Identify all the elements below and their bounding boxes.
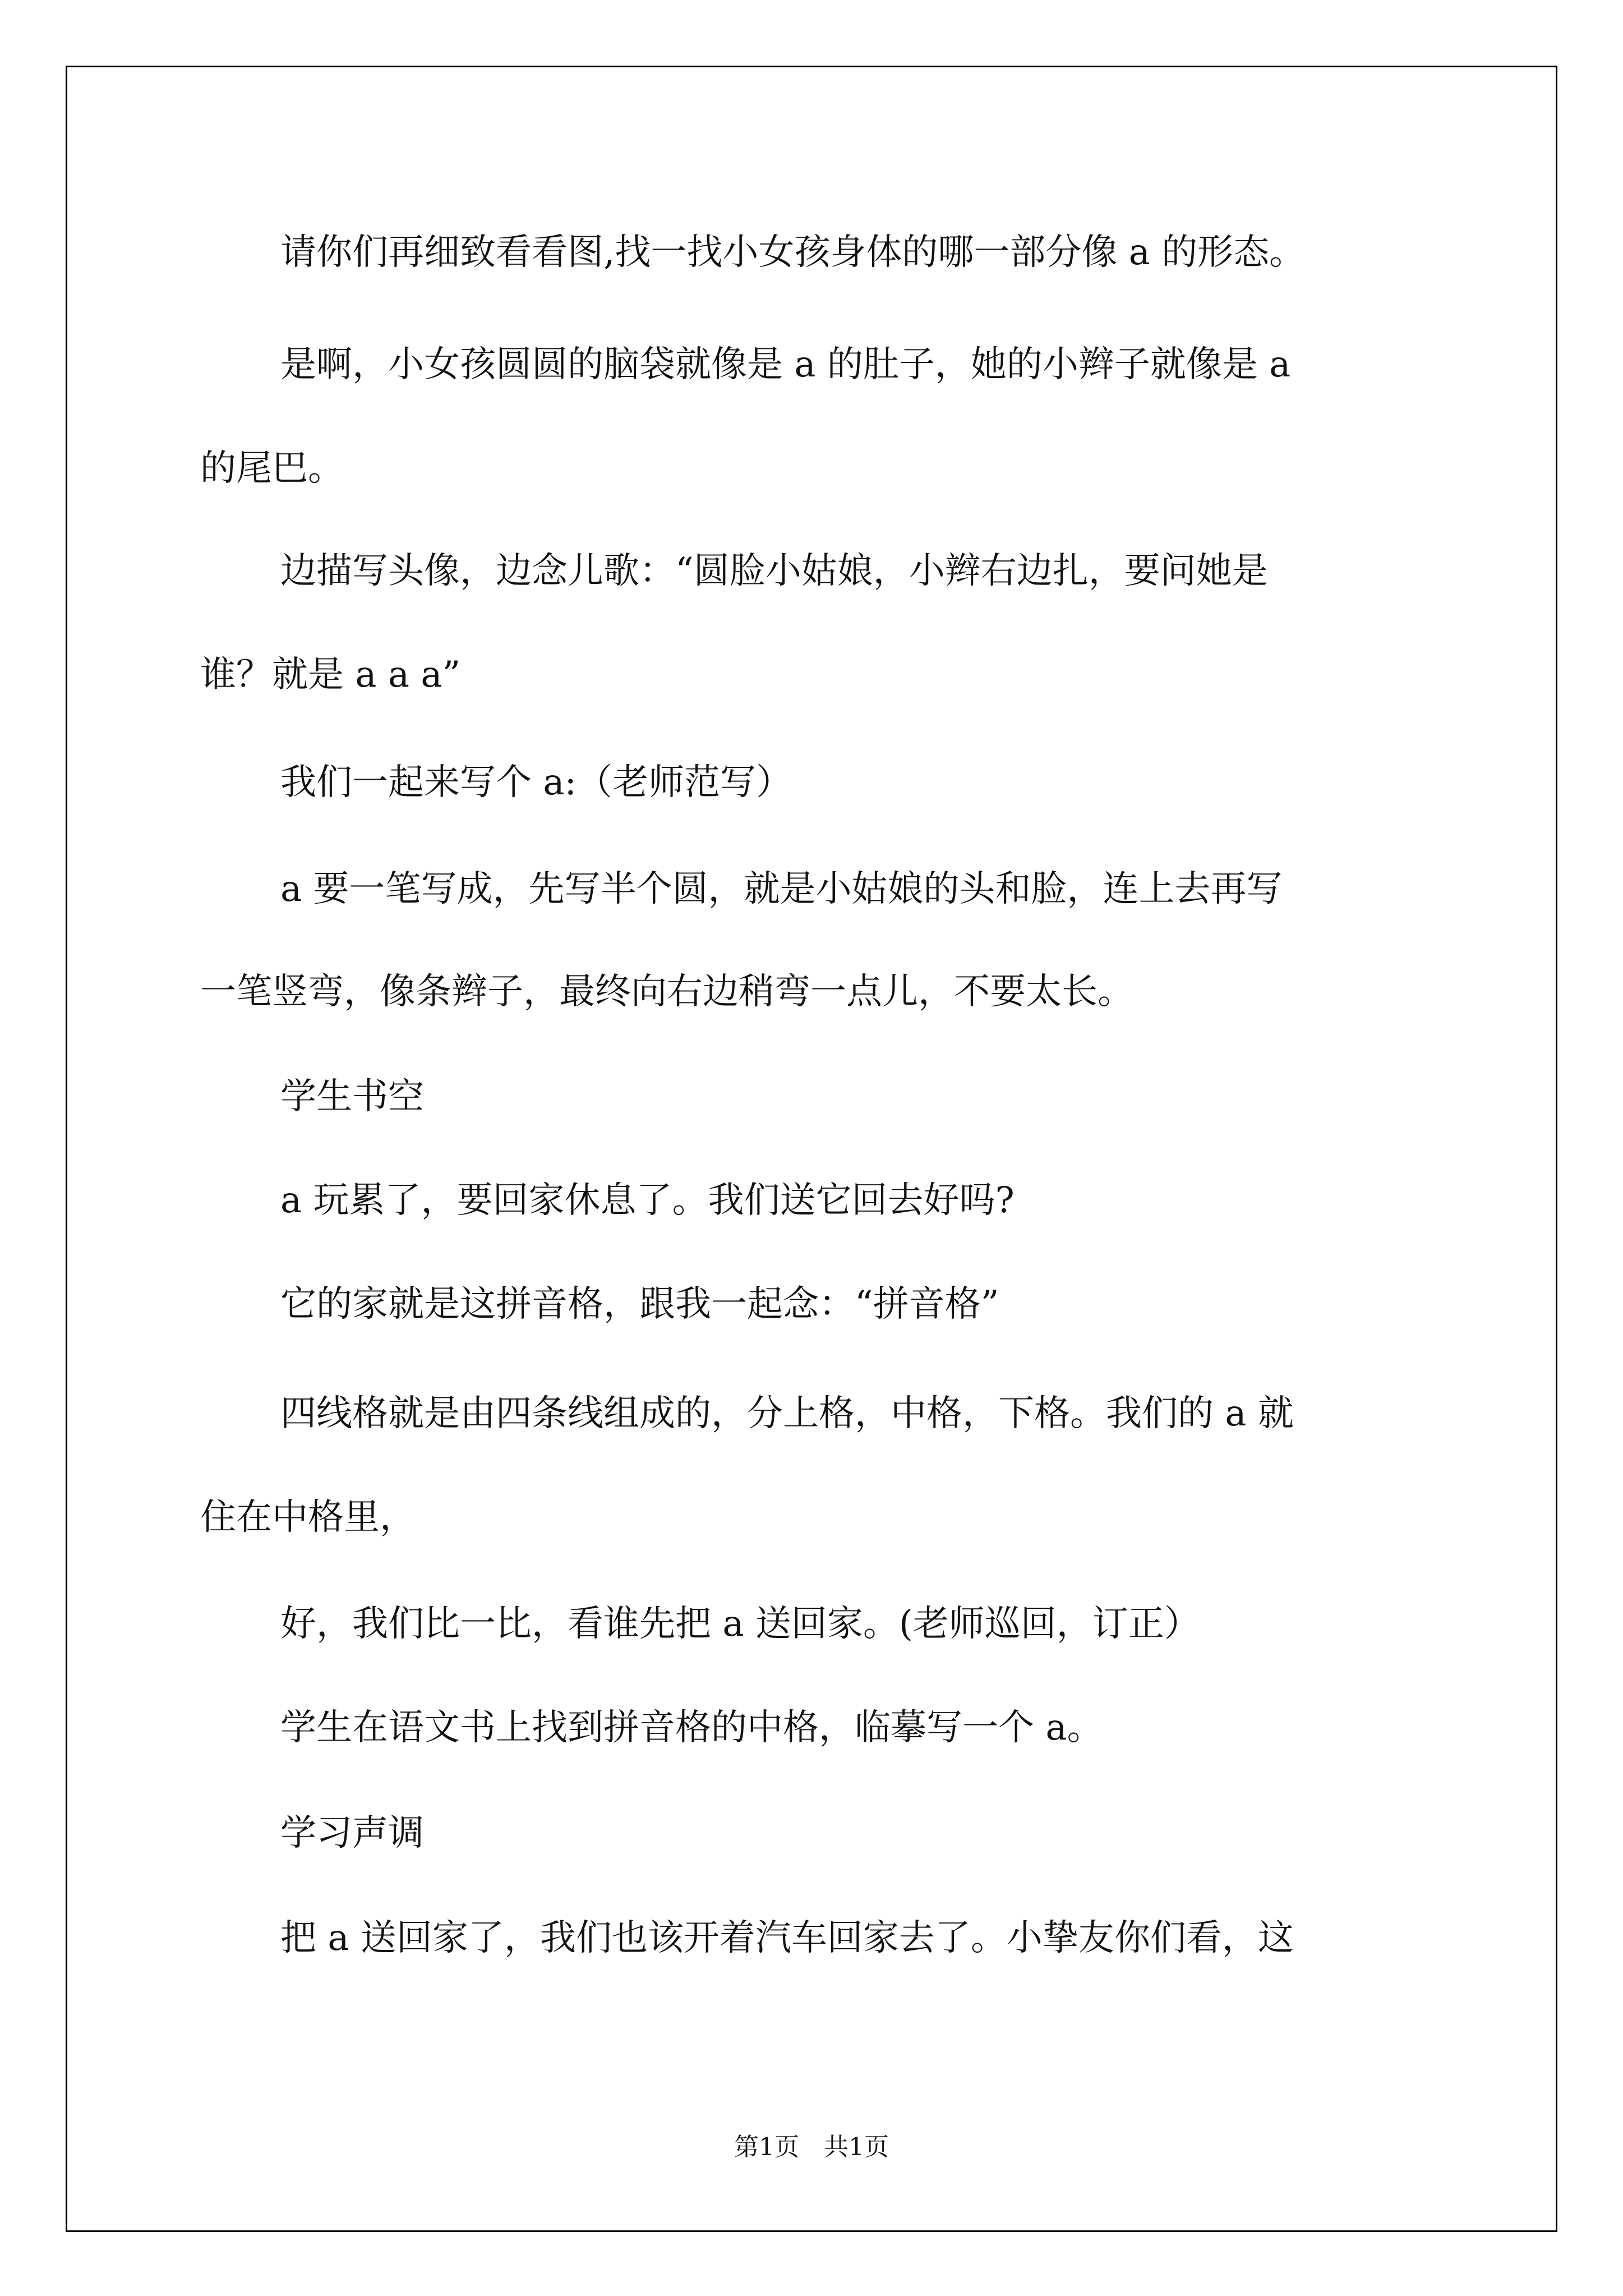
paragraph-line: 谁？就是 a a a” <box>200 654 461 696</box>
paragraph-line: 学生书空 <box>280 1076 424 1117</box>
paragraph-line: 学习声调 <box>280 1812 424 1854</box>
paragraph-line: a 要一笔写成，先写半个圆，就是小姑娘的头和脸，连上去再写 <box>280 868 1283 910</box>
page-number: 第1页 <box>734 2133 799 2161</box>
paragraph-line: a 玩累了，要回家休息了。我们送它回去好吗? <box>280 1180 1015 1221</box>
paragraph-line: 它的家就是这拼音格，跟我一起念：“拼音格” <box>280 1283 999 1325</box>
paragraph-line: 是啊，小女孩圆圆的脑袋就像是 a 的肚子，她的小辫子就像是 a <box>280 344 1291 385</box>
page-total: 共1页 <box>824 2133 889 2161</box>
paragraph-line: 好，我们比一比，看谁先把 a 送回家。(老师巡回，订正） <box>280 1603 1200 1645</box>
paragraph-line: 一笔竖弯，像条辫子，最终向右边稍弯一点儿，不要太长。 <box>200 971 1133 1013</box>
paragraph-line: 请你们再细致看看图,找一找小女孩身体的哪一部分像 a 的形态。 <box>280 232 1306 273</box>
paragraph-line: 边描写头像，边念儿歌：“圆脸小姑娘，小辫右边扎，要问她是 <box>280 550 1268 592</box>
paragraph-line: 把 a 送回家了，我们也该开着汽车回家去了。小挚友你们看，这 <box>280 1917 1294 1959</box>
paragraph-line: 我们一起来写个 a:（老师范写） <box>280 762 792 803</box>
paragraph-line: 的尾巴。 <box>200 448 344 489</box>
paragraph-line: 四线格就是由四条线组成的，分上格，中格，下格。我们的 a 就 <box>280 1393 1294 1434</box>
paragraph-line: 学生在语文书上找到拼音格的中格，临摹写一个 a。 <box>280 1707 1103 1749</box>
paragraph-line: 住在中格里， <box>200 1497 416 1538</box>
page-footer <box>0 2132 1623 2163</box>
